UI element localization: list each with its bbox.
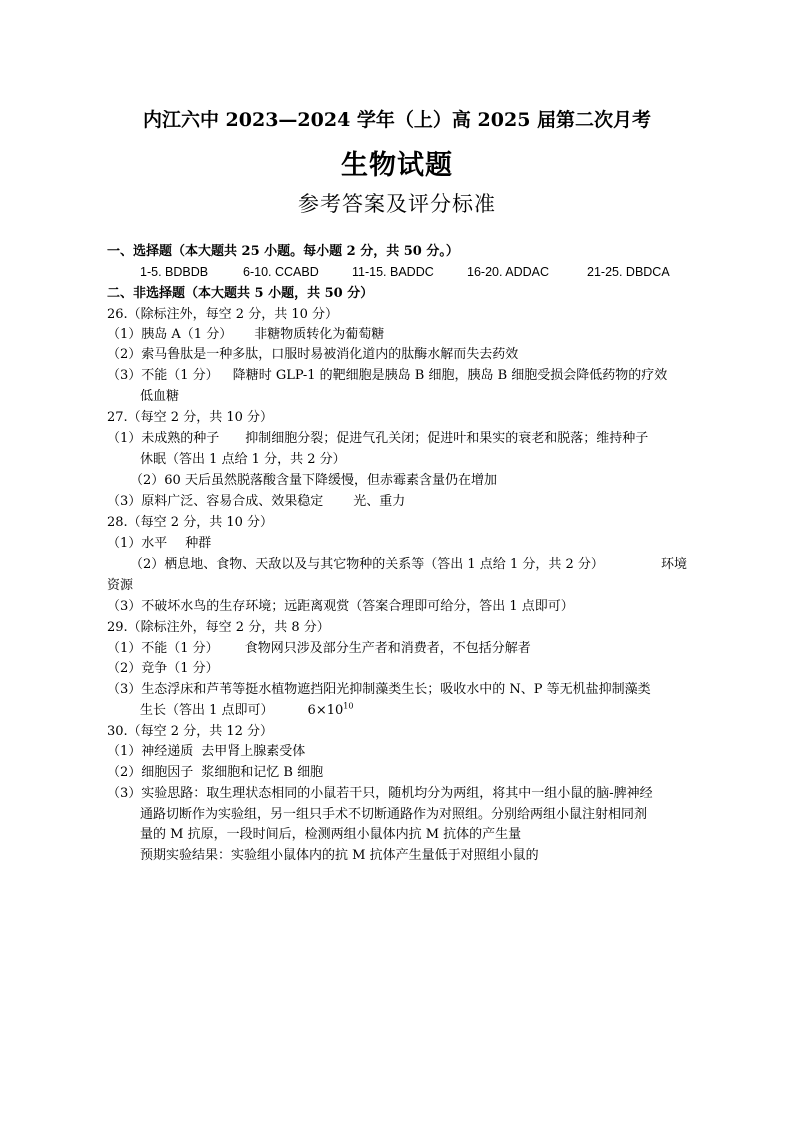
mc-answers-21-25: 21-25. DBDCA bbox=[587, 265, 670, 279]
q27-answer-1a: （1）未成熟的种子 bbox=[107, 431, 220, 446]
section-1-heading: 一、选择题（本大题共 25 小题。每小题 2 分，共 50 分。） bbox=[107, 244, 459, 259]
q27-answer-3 bbox=[107, 494, 405, 510]
mc-answers-6-10: 6-10. CCABD bbox=[243, 265, 319, 279]
q26-heading: 26.（除标注外，每空 2 分，共 10 分） bbox=[107, 307, 339, 322]
q29-answer-3c-exp: 10 bbox=[343, 701, 354, 711]
exam-title: 内江六中 2023—2024 学年（上）高 2025 届第二次月考 bbox=[142, 109, 652, 131]
q26-answer-1b: 非糖物质转化为葡萄糖 bbox=[254, 327, 385, 342]
section-2-heading: 二、非选择题（本大题共 5 小题，共 50 分） bbox=[107, 286, 374, 301]
answer-key-subtitle: 参考答案及评分标准 bbox=[298, 192, 496, 216]
q29-answer-1 bbox=[107, 641, 531, 657]
q29-heading: 29.（除标注外，每空 2 分，共 8 分） bbox=[107, 620, 330, 635]
q28-answer-3: （3）不破坏水鸟的生存环境；远距离观赏（答案合理即可给分，答出 1 点即可） bbox=[107, 599, 574, 614]
q30-answer-3a: （3）实验思路：取生理状态相同的小鼠若干只，随机均分为两组，将其中一组小鼠的脑-脾神经 bbox=[107, 786, 653, 801]
q30-answer-1 bbox=[107, 744, 305, 760]
q30-answer-3d: 预期实验结果：实验组小鼠体内的抗 M 抗体产生量低于对照组小鼠的 bbox=[140, 848, 539, 863]
q29-answer-2: （2）竞争（1 分） bbox=[107, 661, 219, 676]
q28-answer-2b: 环境 bbox=[661, 557, 688, 572]
q27-heading: 27.（每空 2 分，共 10 分） bbox=[107, 410, 274, 425]
q26-answer-3 bbox=[107, 368, 667, 384]
q27-answer-1b: 抑制细胞分裂；促进气孔关闭；促进叶和果实的衰老和脱落；维持种子 bbox=[245, 431, 649, 446]
q29-answer-3a: （3）生态浮床和芦苇等挺水植物遮挡阳光抑制藻类生长；吸收水中的 N、P 等无机盐抑制藻类 bbox=[107, 682, 651, 697]
q28-answer-1b: 种群 bbox=[185, 536, 212, 551]
q29-answer-3b: 生长（答出 1 点即可） bbox=[140, 703, 274, 718]
q27-answer-2: （2）60 天后虽然脱落酸含量下降缓慢，但赤霉素含量仍在增加 bbox=[130, 473, 497, 488]
q30-answer-2 bbox=[107, 765, 323, 781]
q28-answer-1 bbox=[107, 536, 211, 552]
q29-answer-3c bbox=[308, 703, 354, 718]
q27-answer-1 bbox=[107, 431, 648, 447]
q26-answer-3b: 降糖时 GLP-1 的靶细胞是胰岛 B 细胞，胰岛 B 细胞受损会降低药物的疗效 bbox=[232, 368, 668, 383]
q26-answer-1 bbox=[107, 327, 384, 343]
q30-answer-3b: 通路切断作为实验组，另一组只手术不切断通路作为对照组。分别给两组小鼠注射相同剂 bbox=[140, 807, 648, 822]
q27-answer-3a: （3）原料广泛、容易合成、效果稳定 bbox=[107, 494, 324, 509]
mc-answers-11-15: 11-15. BADDC bbox=[352, 265, 434, 279]
q28-answer-2c: 资源 bbox=[107, 578, 134, 593]
q26-answer-3a: （3）不能（1 分） bbox=[107, 368, 219, 383]
q28-heading: 28.（每空 2 分，共 10 分） bbox=[107, 515, 274, 530]
mc-answers-1-5: 1-5. BDBDB bbox=[140, 265, 209, 279]
q26-answer-2: （2）索马鲁肽是一种多肽，口服时易被消化道内的肽酶水解而失去药效 bbox=[107, 347, 519, 362]
q26-answer-1a: （1）胰岛 A（1 分） bbox=[107, 327, 233, 342]
subject-title: 生物试题 bbox=[341, 150, 453, 181]
q29-answer-3c-base: 6×10 bbox=[307, 703, 344, 718]
q27-answer-3b: 光、重力 bbox=[353, 494, 406, 509]
mc-answers-16-20: 16-20. ADDAC bbox=[467, 265, 549, 279]
q26-answer-3c: 低血糖 bbox=[140, 389, 180, 404]
q30-answer-2b: 浆细胞和记忆 B 细胞 bbox=[201, 765, 324, 780]
q30-answer-2a: （2）细胞因子 bbox=[107, 765, 194, 780]
q28-answer-1a: （1）水平 bbox=[107, 536, 168, 551]
q27-answer-1c: 休眠（答出 1 点给 1 分，共 2 分） bbox=[140, 452, 346, 467]
q29-answer-3b-line bbox=[140, 703, 353, 719]
q30-answer-1a: （1）神经递质 bbox=[107, 744, 194, 759]
q28-answer-2a: （2）栖息地、食物、天敌以及与其它物种的关系等（答出 1 点给 1 分，共 2 分） bbox=[130, 557, 604, 572]
q30-answer-3c: 量的 M 抗原，一段时间后，检测两组小鼠体内抗 M 抗体的产生量 bbox=[140, 827, 522, 842]
q29-answer-1a: （1）不能（1 分） bbox=[107, 641, 219, 656]
q30-heading: 30.（每空 2 分，共 12 分） bbox=[107, 724, 274, 739]
q30-answer-1b: 去甲肾上腺素受体 bbox=[201, 744, 306, 759]
q29-answer-1b: 食物网只涉及部分生产者和消费者，不包括分解者 bbox=[244, 641, 531, 656]
